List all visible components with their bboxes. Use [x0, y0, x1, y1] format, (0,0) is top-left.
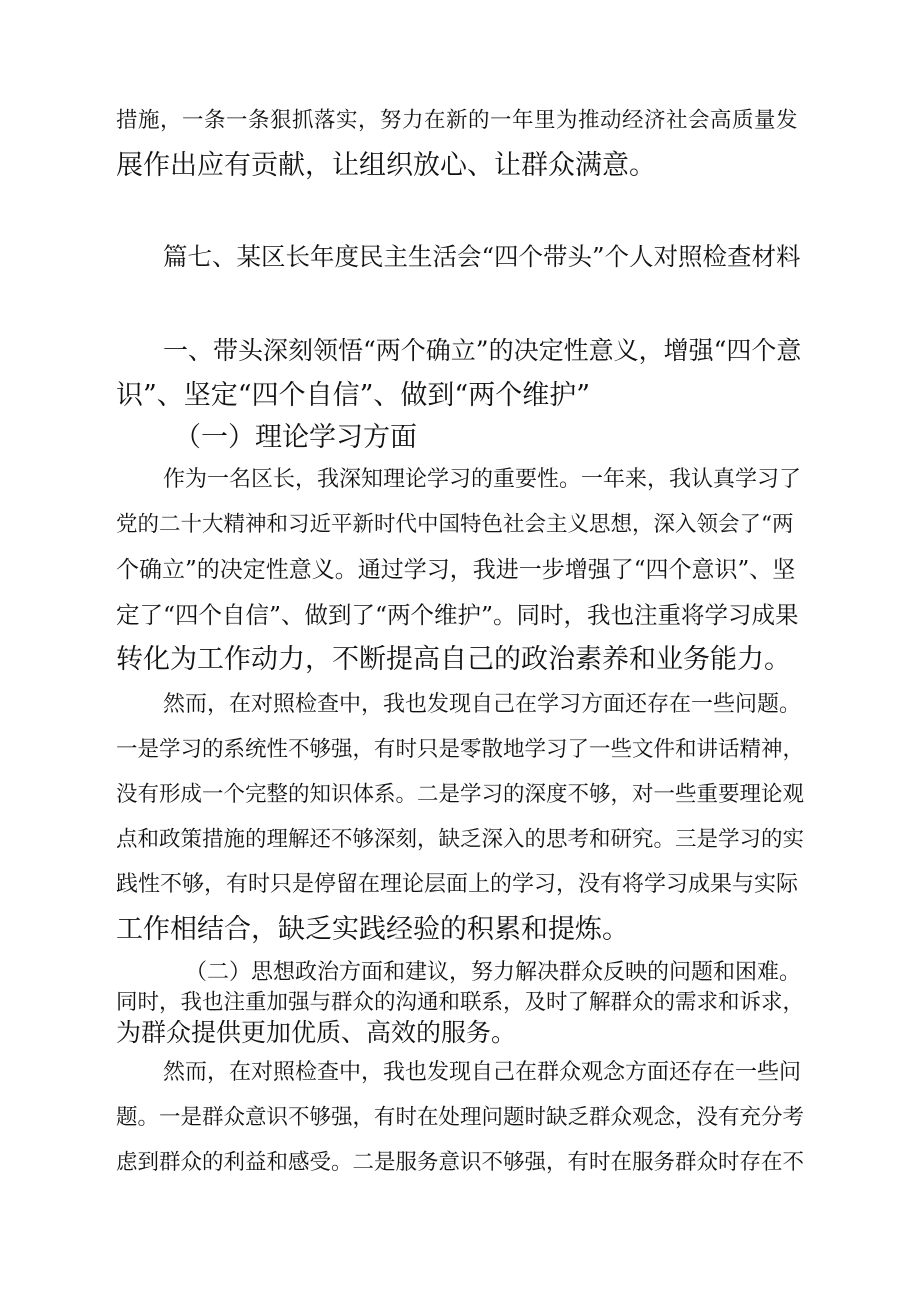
document-title: 篇七、某区长年度民主生活会“四个带头”个人对照检查材料	[163, 242, 801, 271]
paragraph2-line-6: 工作相结合，缺乏实践经验的积累和提炼。	[116, 914, 629, 945]
paragraph2-line-1: 然而，在对照检查中，我也发现自己在学习方面还存在一些问题。	[163, 692, 802, 717]
paragraph1-line-2: 党的二十大精神和习近平新时代中国特色社会主义思想，深入领会了“两	[116, 512, 794, 537]
paragraph3-line-3: 虑到群众的利益和感受。二是服务意识不够强，有时在服务群众时存在不	[116, 1150, 805, 1175]
section1-heading-line-2: 识”、坚定“四个自信”、做到“两个维护”	[116, 380, 591, 411]
paragraph1-line-5: 转化为工作动力，不断提高自己的政治素养和业务能力。	[116, 644, 791, 675]
section1-heading-line-1: 一、带头深刻领悟“两个确立”的决定性意义，增强“四个意	[163, 336, 802, 365]
paragraph1-line-1: 作为一名区长，我深知理论学习的重要性。一年来，我认真学习了	[163, 467, 802, 492]
subsection2-line-3: 为群众提供更加优质、高效的服务。	[116, 1018, 517, 1047]
paragraph2-line-5: 践性不够，有时只是停留在理论层面上的学习，没有将学习成果与实际	[116, 872, 799, 897]
paragraph1-line-4: 定了“四个自信”、做到了“两个维护”。同时，我也注重将学习成果	[116, 601, 799, 629]
subsection2-line-1: （二）思想政治方面和建议，努力解决群众反映的问题和困难。	[185, 960, 802, 985]
subsection2-line-2: 同时，我也注重加强与群众的沟通和联系，及时了解群众的需求和诉求，	[116, 990, 805, 1015]
paragraph2-line-2: 一是学习的系统性不够强，有时只是零散地学习了一些文件和讲话精神，	[116, 737, 805, 762]
intro-line-2: 展作出应有贡献，让组织放心、让群众满意。	[116, 150, 656, 181]
paragraph3-line-2: 题。一是群众意识不够强，有时在处理问题时缺乏群众观念，没有充分考	[116, 1105, 805, 1130]
paragraph2-line-3: 没有形成一个完整的知识体系。二是学习的深度不够，对一些重要理论观	[116, 782, 805, 807]
subsection1-heading: （一）理论学习方面	[174, 422, 417, 453]
paragraph1-line-3: 个确立”的决定性意义。通过学习，我进一步增强了“四个意识”、坚	[116, 557, 796, 583]
paragraph3-line-1: 然而，在对照检查中，我也发现自己在群众观念方面还存在一些问	[163, 1060, 802, 1085]
intro-line-1: 措施，一条一条狠抓落实，努力在新的一年里为推动经济社会高质量发	[116, 108, 799, 133]
paragraph2-line-4: 点和政策措施的理解还不够深刻，缺乏深入的思考和研究。三是学习的实	[116, 827, 805, 852]
